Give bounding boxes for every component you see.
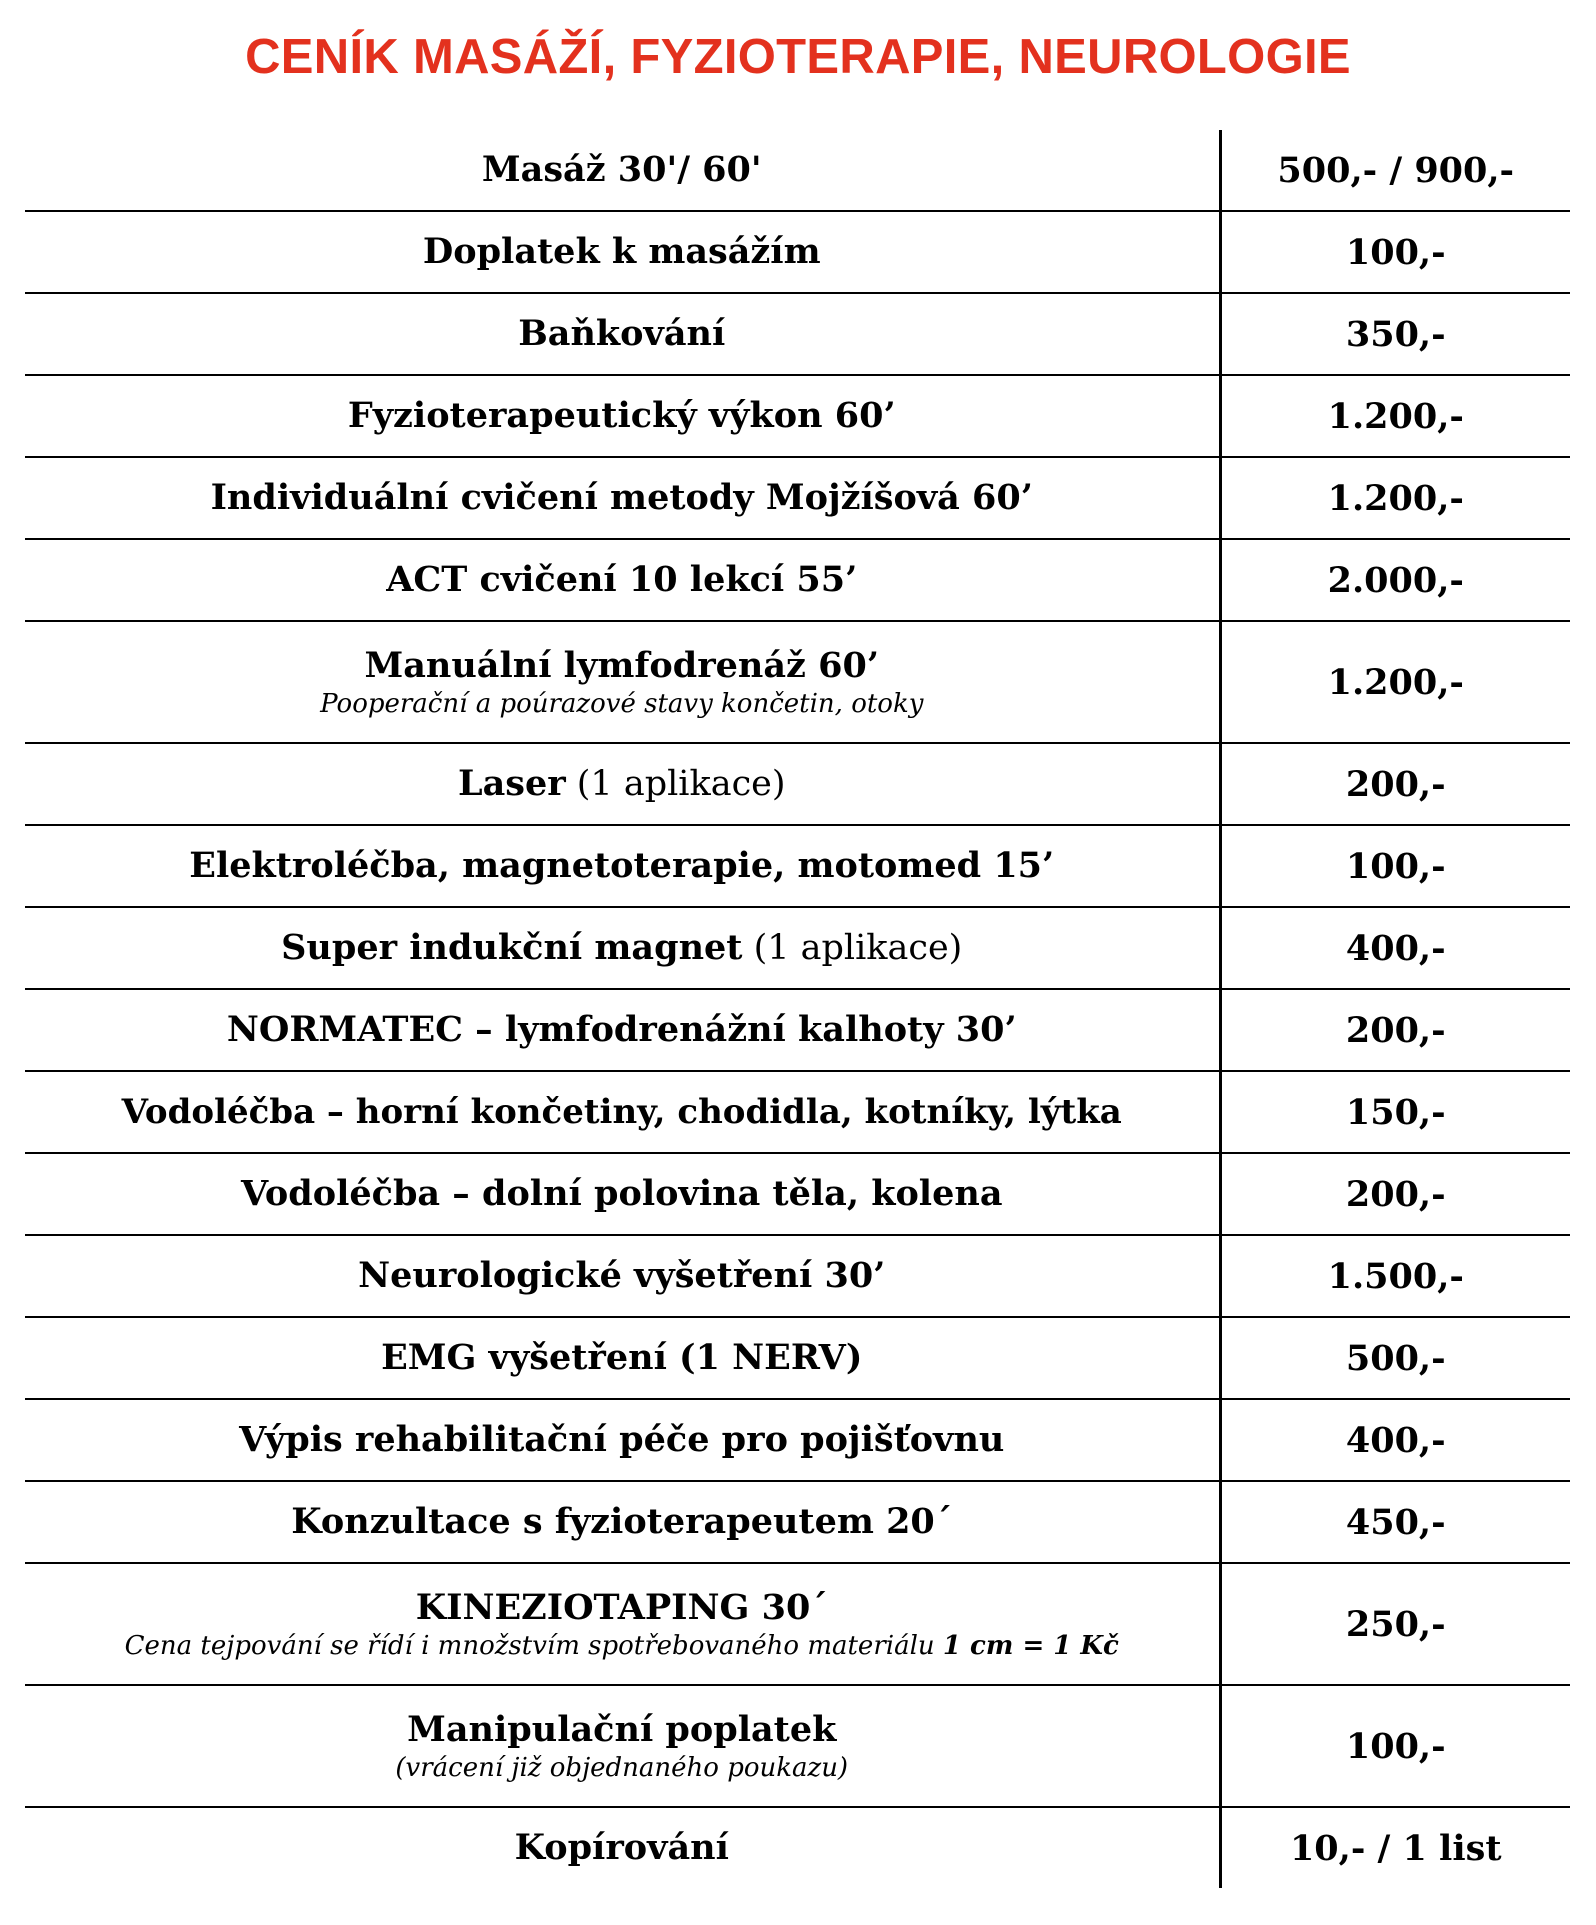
service-name: Baňkování: [518, 313, 726, 354]
service-name: Neurologické vyšetření 30’: [358, 1255, 886, 1296]
service-name: ACT cvičení 10 lekcí 55’: [386, 559, 858, 600]
service-cell: [25, 825, 1220, 907]
service-name: Vodoléčba – horní končetiny, chodidla, kotníky, lýtka: [121, 1092, 1122, 1132]
service-name-main: Super indukční magnet: [281, 927, 743, 968]
price-value: 150,-: [1345, 1091, 1446, 1133]
service-cell: [25, 1317, 1220, 1399]
service-note-bold: 1 cm = 1 Kč: [942, 1631, 1119, 1661]
price-cell: [1220, 621, 1570, 743]
service-name: Manipulační poplatek: [407, 1709, 837, 1750]
service-name-main: Laser: [457, 763, 566, 804]
price-cell: [1220, 743, 1570, 825]
price-cell: [1220, 1153, 1570, 1235]
table-row: [25, 539, 1570, 621]
table-row: [25, 825, 1570, 907]
table-row: [25, 457, 1570, 539]
service-cell: [25, 621, 1220, 743]
service-cell: [25, 457, 1220, 539]
service-name: NORMATEC – lymfodrenážní kalhoty 30’: [226, 1009, 1017, 1050]
table-row: [25, 211, 1570, 293]
service-cell: [25, 1153, 1220, 1235]
table-row: [25, 1071, 1570, 1153]
service-cell: [25, 375, 1220, 457]
price-cell: [1220, 1563, 1570, 1685]
service-name: Výpis rehabilitační péče pro pojišťovnu: [239, 1419, 1005, 1460]
service-cell: [25, 539, 1220, 621]
service-name: EMG vyšetření (1 NERV): [381, 1337, 863, 1378]
price-value: 200,-: [1345, 763, 1446, 805]
table-row: [25, 907, 1570, 989]
service-cell: [25, 743, 1220, 825]
price-value: 100,-: [1345, 231, 1446, 273]
price-value: 200,-: [1345, 1009, 1446, 1051]
price-cell: [1220, 130, 1570, 211]
service-name: Doplatek k masážím: [422, 231, 821, 272]
service-name: Vodoléčba – dolní polovina těla, kolena: [240, 1173, 1003, 1214]
price-cell: [1220, 1317, 1570, 1399]
table-row: [25, 1153, 1570, 1235]
service-name: [25, 762, 1219, 806]
price-value: 400,-: [1345, 927, 1446, 969]
price-value: 100,-: [1345, 1725, 1446, 1767]
table-row: [25, 743, 1570, 825]
price-cell: [1220, 1235, 1570, 1317]
service-note-text: Cena tejpování se řídí i množstvím spotřebovaného materiálu: [124, 1631, 943, 1661]
table-row: [25, 1807, 1570, 1888]
service-cell: [25, 1071, 1220, 1153]
price-value: 400,-: [1345, 1419, 1446, 1461]
table-row: [25, 1235, 1570, 1317]
price-cell: [1220, 1807, 1570, 1888]
service-name: Masáž 30'/ 60': [481, 149, 762, 190]
price-cell: [1220, 1399, 1570, 1481]
service-note: (vrácení již objednaného poukazu): [395, 1753, 849, 1783]
price-cell: [1220, 293, 1570, 375]
price-cell: [1220, 539, 1570, 621]
service-cell: [25, 1685, 1220, 1807]
table-row: [25, 1399, 1570, 1481]
price-cell: [1220, 989, 1570, 1071]
price-cell: [1220, 907, 1570, 989]
price-value: 1.200,-: [1327, 661, 1464, 703]
service-qualifier: (1 aplikace): [565, 764, 786, 804]
service-name: Elektroléčba, magnetoterapie, motomed 15’: [189, 845, 1055, 886]
table-row: [25, 1317, 1570, 1399]
service-cell: [25, 293, 1220, 375]
table-row: [25, 621, 1570, 743]
table-row: [25, 130, 1570, 211]
service-name: Manuální lymfodrenáž 60’: [364, 645, 880, 686]
table-row: [25, 1563, 1570, 1685]
service-cell: [25, 1563, 1220, 1685]
price-value: 2.000,-: [1327, 559, 1464, 601]
price-cell: [1220, 1685, 1570, 1807]
service-name: Konzultace s fyzioterapeutem 20´: [291, 1501, 953, 1542]
service-name: Fyzioterapeutický výkon 60’: [347, 395, 896, 436]
service-name: Individuální cvičení metody Mojžíšová 60’: [210, 477, 1033, 518]
table-row: [25, 375, 1570, 457]
price-value: 450,-: [1345, 1501, 1446, 1543]
table-row: [25, 989, 1570, 1071]
service-cell: [25, 211, 1220, 293]
page-title: CENÍK MASÁŽÍ, FYZIOTERAPIE, NEUROLOGIE: [245, 30, 1351, 84]
service-cell: [25, 1235, 1220, 1317]
service-qualifier: (1 aplikace): [742, 928, 963, 968]
price-value: 250,-: [1345, 1603, 1446, 1645]
price-value: 1.200,-: [1327, 477, 1464, 519]
service-cell: [25, 989, 1220, 1071]
price-cell: [1220, 457, 1570, 539]
table-row: [25, 1481, 1570, 1563]
price-value: 100,-: [1345, 845, 1446, 887]
price-value: 200,-: [1345, 1173, 1446, 1215]
price-cell: [1220, 211, 1570, 293]
price-cell: [1220, 825, 1570, 907]
service-name: [25, 926, 1219, 970]
price-value: 1.200,-: [1327, 395, 1464, 437]
table-row: [25, 1685, 1570, 1807]
price-value: 1.500,-: [1327, 1255, 1464, 1297]
service-name: Kopírování: [514, 1827, 729, 1868]
service-cell: [25, 1807, 1220, 1888]
service-note: Pooperační a poúrazové stavy končetin, otoky: [320, 689, 924, 719]
price-value: 10,- / 1 list: [1289, 1827, 1502, 1869]
price-cell: [1220, 375, 1570, 457]
service-cell: [25, 130, 1220, 211]
service-cell: [25, 907, 1220, 989]
service-cell: [25, 1481, 1220, 1563]
price-value: 500,- / 900,-: [1277, 149, 1515, 191]
service-cell: [25, 1399, 1220, 1481]
price-table: [25, 130, 1570, 1888]
price-cell: [1220, 1481, 1570, 1563]
table-row: [25, 293, 1570, 375]
service-name: KINEZIOTAPING 30´: [415, 1587, 828, 1628]
price-cell: [1220, 1071, 1570, 1153]
price-value: 500,-: [1345, 1337, 1446, 1379]
price-value: 350,-: [1345, 313, 1446, 355]
service-note: [25, 1630, 1219, 1662]
